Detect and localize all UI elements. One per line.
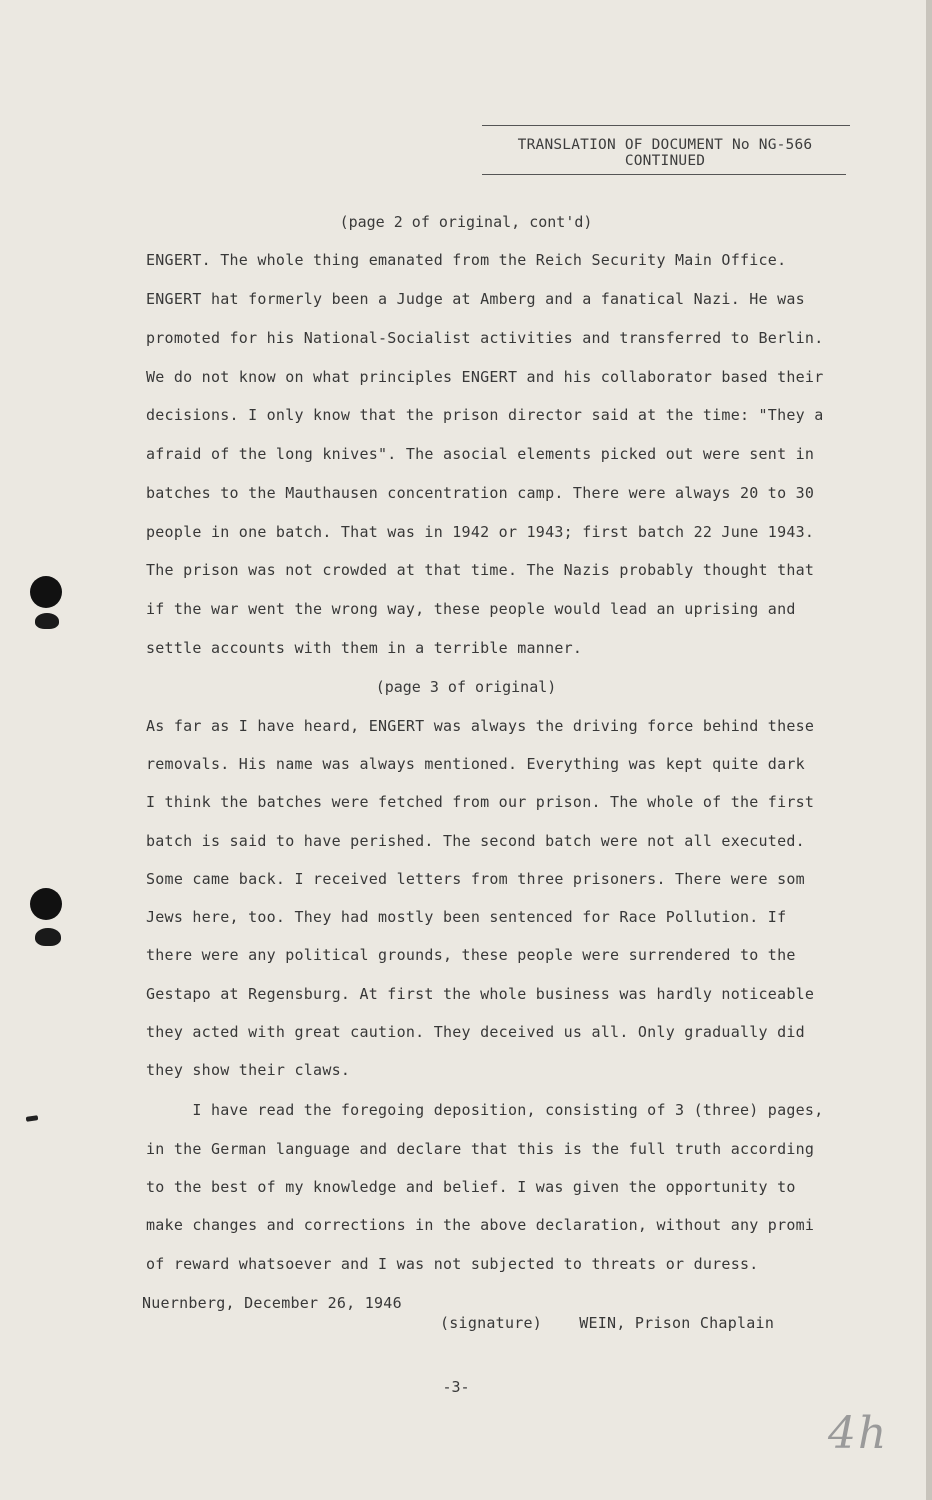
text-line: We do not know on what principles ENGERT and his collaborator based their: [146, 368, 824, 386]
text-line: batches to the Mauthausen concentration camp. There were always 20 to 30: [146, 484, 815, 502]
text-line: of reward whatsoever and I was not subjected to threats or duress.: [146, 1255, 759, 1273]
signature-line: (signature) WEIN, Prison Chaplain: [440, 1314, 775, 1332]
text-line: I have read the foregoing deposition, consisting of 3 (three) pages,: [146, 1101, 824, 1119]
text-line: in the German language and declare that this is the full truth according: [146, 1140, 815, 1158]
text-line: people in one batch. That was in 1942 or 1943; first batch 22 June 1943.: [146, 523, 815, 541]
header-subtitle: CONTINUED: [624, 153, 706, 169]
punch-hole-mark: [35, 613, 59, 629]
text-line: ENGERT. The whole thing emanated from the Reich Security Main Office.: [146, 251, 787, 269]
handwritten-mark: 4h: [828, 1408, 889, 1459]
text-line: Jews here, too. They had mostly been sentenced for Race Pollution. If: [146, 908, 787, 926]
text-line: The prison was not crowded at that time. The Nazis probably thought that: [146, 561, 815, 579]
text-line: afraid of the long knives". The asocial elements picked out were sent in: [146, 445, 815, 463]
header: [482, 137, 848, 169]
text-line: Gestapo at Regensburg. At first the whole business was hardly noticeable: [146, 985, 815, 1003]
text-line: make changes and corrections in the above declaration, without any promi: [146, 1216, 815, 1234]
text-line: to the best of my knowledge and belief. I was given the opportunity to: [146, 1178, 796, 1196]
section-marker-page3: (page 3 of original): [375, 678, 557, 696]
place-date: Nuernberg, December 26, 1946: [142, 1294, 402, 1312]
header-title: TRANSLATION OF DOCUMENT No NG-566: [517, 137, 813, 153]
punch-hole: [30, 576, 62, 608]
text-line: Some came back. I received letters from three prisoners. There were som: [146, 870, 805, 888]
section-marker-page2: (page 2 of original, cont'd): [339, 213, 593, 231]
text-line: As far as I have heard, ENGERT was always the driving force behind these: [146, 717, 815, 735]
text-line: they acted with great caution. They deceived us all. Only gradually did: [146, 1023, 805, 1041]
text-line: promoted for his National-Socialist activities and transferred to Berlin.: [146, 329, 824, 347]
punch-hole: [30, 888, 62, 920]
header-bottom-rule: [482, 174, 846, 175]
text-line: ENGERT hat formerly been a Judge at Amberg and a fanatical Nazi. He was: [146, 290, 805, 308]
text-line: if the war went the wrong way, these people would lead an uprising and: [146, 600, 796, 618]
header-top-rule: [482, 125, 850, 126]
text-line: I think the batches were fetched from our prison. The whole of the first: [146, 793, 815, 811]
text-line: batch is said to have perished. The second batch were not all executed.: [146, 832, 805, 850]
text-line: they show their claws.: [146, 1061, 351, 1079]
text-line: removals. His name was always mentioned. Everything was kept quite dark: [146, 755, 805, 773]
text-line: there were any political grounds, these people were surrendered to the: [146, 946, 796, 964]
punch-hole-mark: [35, 928, 61, 946]
text-line: settle accounts with them in a terrible manner.: [146, 639, 583, 657]
margin-speck: [26, 1115, 39, 1122]
page-number: -3-: [442, 1378, 470, 1396]
text-line: decisions. I only know that the prison director said at the time: "They a: [146, 406, 824, 424]
